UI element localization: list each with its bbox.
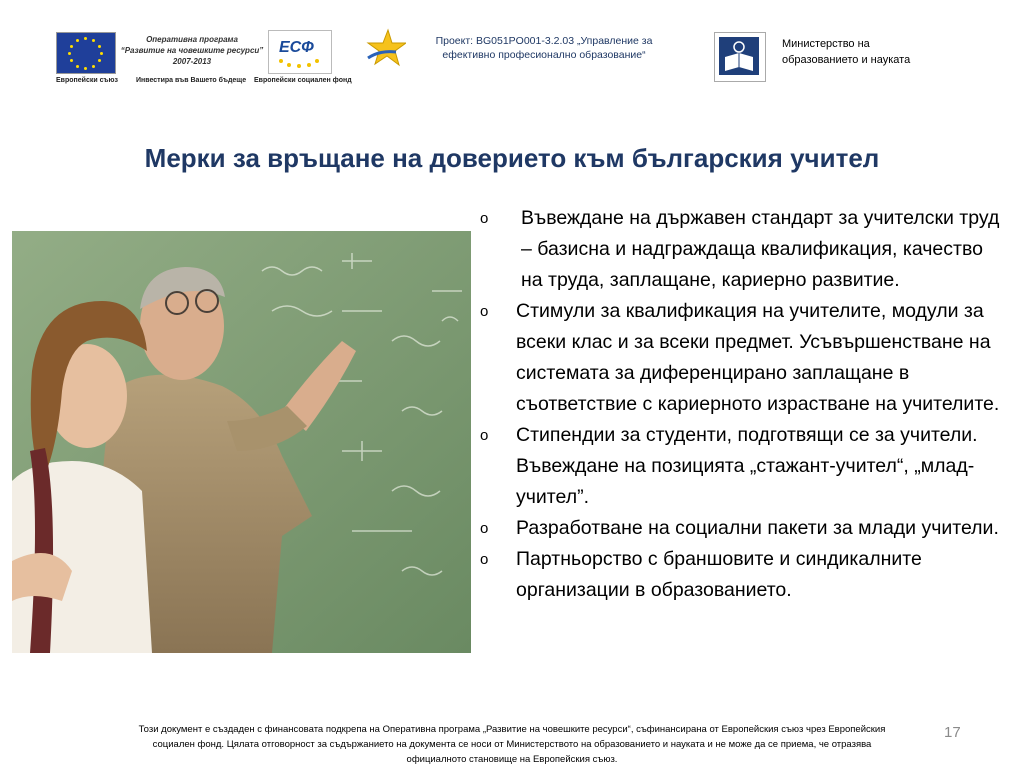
eu-caption: Европейски съюз <box>56 77 118 84</box>
ministry-name: Министерство на образованието и науката <box>782 38 911 66</box>
teacher-student-photo <box>12 231 471 653</box>
bullet-list <box>480 203 1000 606</box>
funding-disclaimer: Този документ е създаден с финансовата подкрепа на Оперативна програма „Развитие на човешките ресурси“, съфинансирана от Европейския съюз чрез Европейския социален фонд. Цялата отговорност за съдържанието на документа се носи от Министерството на образованието и науката и не може да се приема, че отразява официалното становище на Европейския съюз. <box>138 724 886 765</box>
list-item: o Разработване на социални пакети за млади учители. <box>480 513 1000 544</box>
esf-logo-text: ЕСФ <box>279 39 314 56</box>
slide-title: Мерки за връщане на доверието към българския учител <box>144 143 880 173</box>
bullet-marker: o <box>480 427 489 444</box>
project-info: Проект: BG051PO001-3.2.03 „Управление за ефективно професионално образование“ <box>435 35 653 61</box>
list-item: o Стипендии за студенти, подготвящи се за учители. Въвеждане на позицията „стажант-учител“, „млад-учител”. <box>480 420 1000 513</box>
list-item: o Партньорство с браншовите и синдикалните организации в образованието. <box>480 544 1000 606</box>
ministry-logo <box>714 32 766 82</box>
list-item: o Стимули за квалификация на учителите, модули за всеки клас и за всеки предмет. Усъвършенстване на системата за диференцирано заплащане в съответствие с кариерното израстване на учителите. <box>480 296 1000 420</box>
bullet-marker: o <box>480 551 489 568</box>
bullet-marker: o <box>480 520 489 537</box>
bullet-marker: o <box>480 303 489 320</box>
eu-flag-logo <box>56 32 116 74</box>
op-caption: Инвестира във Вашето бъдеще <box>136 77 247 84</box>
esf-logo <box>268 30 332 74</box>
operational-programme-title: Оперативна програма “Развитие на човешките ресурси” 2007-2013 <box>120 35 264 66</box>
page-number: 17 <box>944 724 961 741</box>
list-item: o Въвеждане на държавен стандарт за учителски труд – базисна и надграждаща квалификация, качество на труда, заплащане, кариерно развитие. <box>480 203 1000 296</box>
bullet-marker: o <box>480 210 489 227</box>
header <box>0 0 1024 100</box>
star-icon <box>366 28 406 68</box>
esf-caption: Европейски социален фонд <box>254 77 352 84</box>
